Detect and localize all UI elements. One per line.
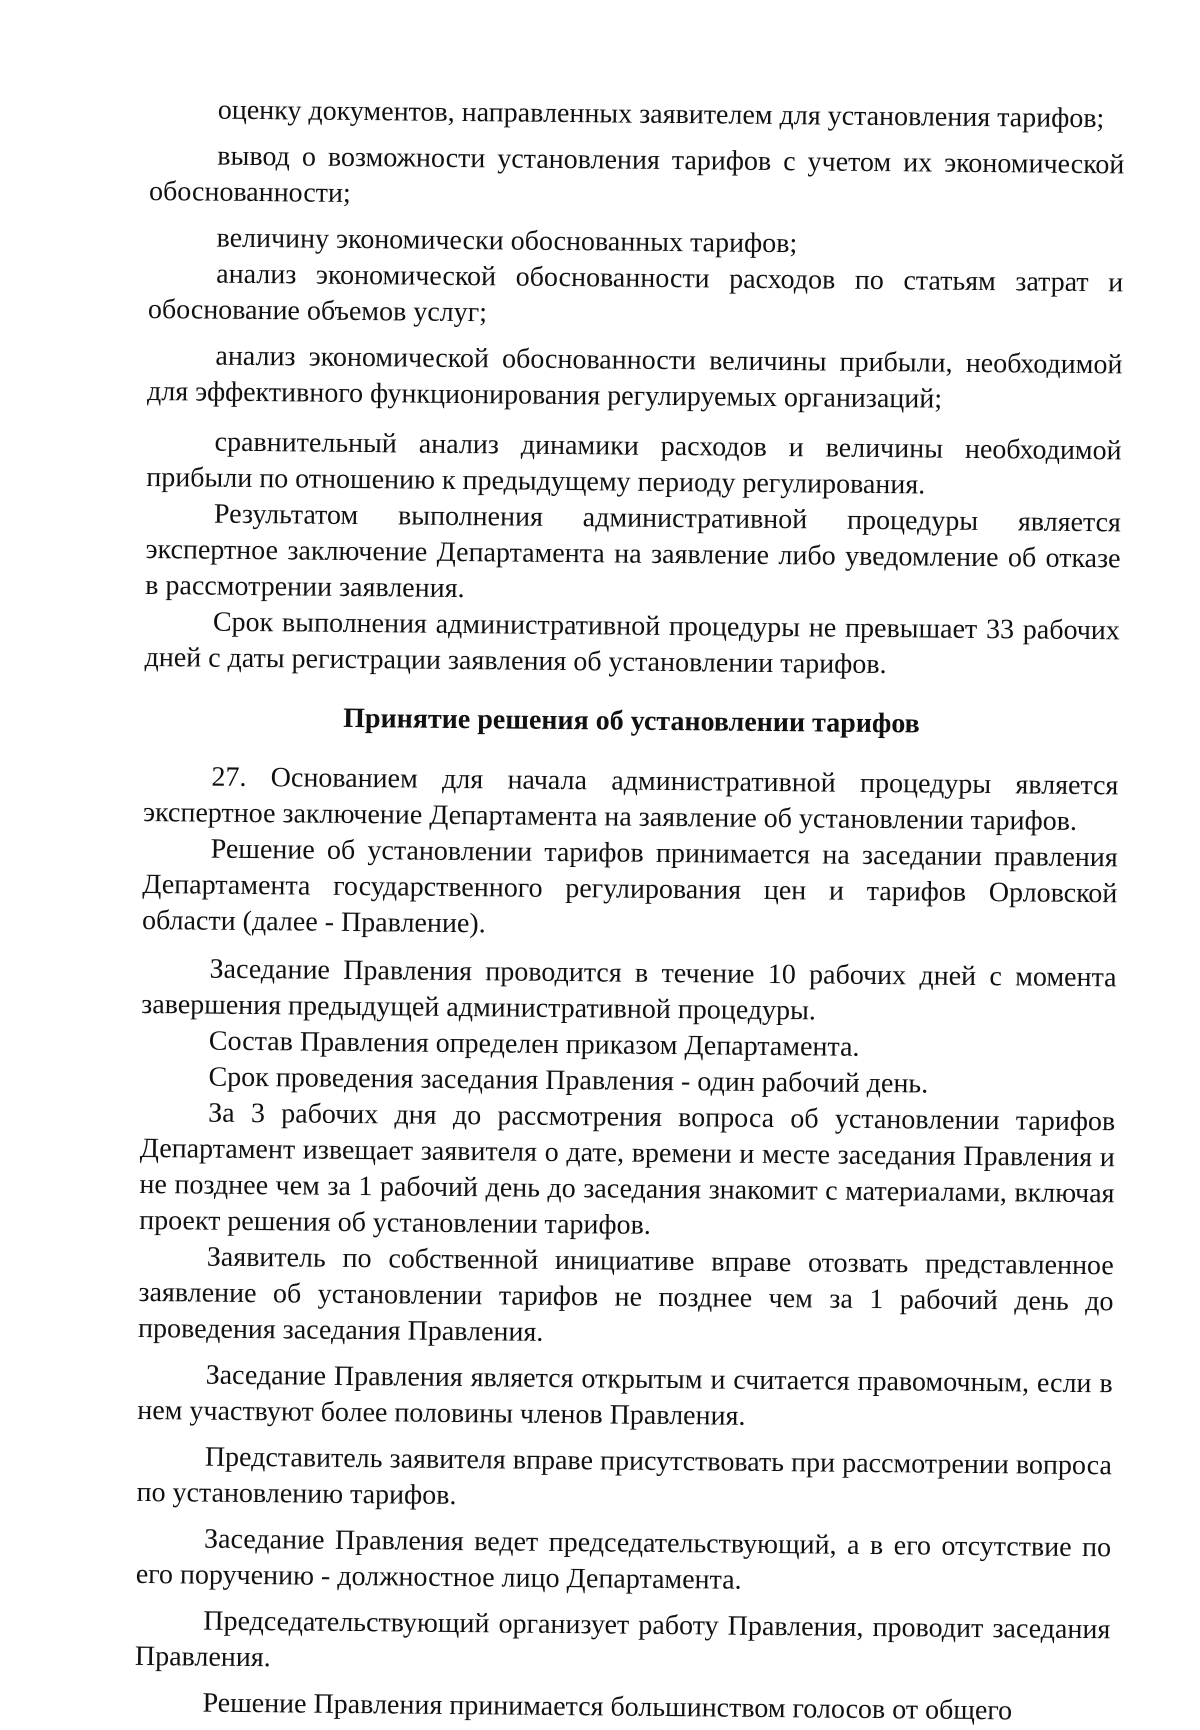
paragraph-procedure-basis: 27. Основанием для начала административной процедуры является экспертное заключение Департамента на заявление об установлении тарифов.: [142, 761, 1119, 837]
section-title: Принятие решения об установлении тарифов: [343, 702, 920, 740]
paragraph-cost-analysis: анализ экономической обоснованности расходов по статьям затрат и обоснование объемов услуг;: [147, 258, 1124, 329]
paragraph-board-decision: Решение Правления принимается большинством голосов от общего: [202, 1687, 1013, 1727]
paragraph-procedure-result: Результатом выполнения административной процедуры является экспертное заключение Департамента на заявление либо уведомление об отказе в рассмотрении заявления.: [145, 498, 1122, 605]
paragraph-meeting-duration: Срок проведения заседания Правления - один рабочий день.: [208, 1061, 929, 1100]
paragraph-document-assessment: оценку документов, направленных заявителем для установления тарифов;: [217, 94, 1105, 135]
paragraph-application-withdrawal: Заявитель по собственной инициативе вправе отозвать представленное заявление об установлении тарифов не позднее чем за 1 рабочий день до проведения заседания Правления.: [137, 1241, 1114, 1348]
paragraph-procedure-deadline: Срок выполнения административной процедуры не превышает 33 рабочих дней с даты регистрации заявления об установлении тарифов.: [144, 606, 1121, 681]
paragraph-meeting-term: Заседание Правления проводится в течение 10 рабочих дней с момента завершения предыдущей административной процедуры.: [141, 953, 1117, 1027]
paragraph-applicant-representative: Представитель заявителя вправе присутствовать при рассмотрении вопроса по установлению тарифов.: [136, 1441, 1113, 1512]
paragraph-tariff-conclusion: вывод о возможности установления тарифов с учетом их экономической обоснованности;: [148, 140, 1125, 209]
paragraph-meeting-chair: Заседание Правления ведет председательствующий, а в его отсутствие по его поручению - должностное лицо Департамента.: [135, 1523, 1112, 1596]
paragraph-profit-analysis: анализ экономической обоснованности величины прибыли, необходимой для эффективного функционирования регулируемых организаций;: [146, 340, 1123, 415]
paragraph-open-meeting: Заседание Правления является открытым и считается правомочным, если в нем участвуют более половины членов Правления.: [137, 1359, 1113, 1432]
paragraph-tariff-decision: Решение об установлении тарифов принимается на заседании правления Департамента государственного регулирования цен и тарифов Орловской области (далее - Правление).: [141, 833, 1118, 940]
paragraph-board-composition: Состав Правления определен приказом Департамента.: [208, 1025, 860, 1063]
document-text: [134, 92, 1125, 1730]
paragraph-comparative-analysis: сравнительный анализ динамики расходов и величины необходимой прибыли по отношению к предыдущему периоду регулирования.: [146, 426, 1122, 501]
paragraph-tariff-value: величину экономически обоснованных тарифов;: [216, 222, 798, 260]
paragraph-chair-duties: Председательствующий организует работу Правления, проводит заседания Правления.: [134, 1605, 1111, 1674]
paragraph-applicant-notice: За 3 рабочих дня до рассмотрения вопроса об установлении тарифов Департамент извещает заявителя о дате, времени и месте заседания Правления и не позднее чем за 1 рабочий день до заседания знакомит с материалами, включая проект решения об установлении тарифов.: [139, 1097, 1116, 1241]
